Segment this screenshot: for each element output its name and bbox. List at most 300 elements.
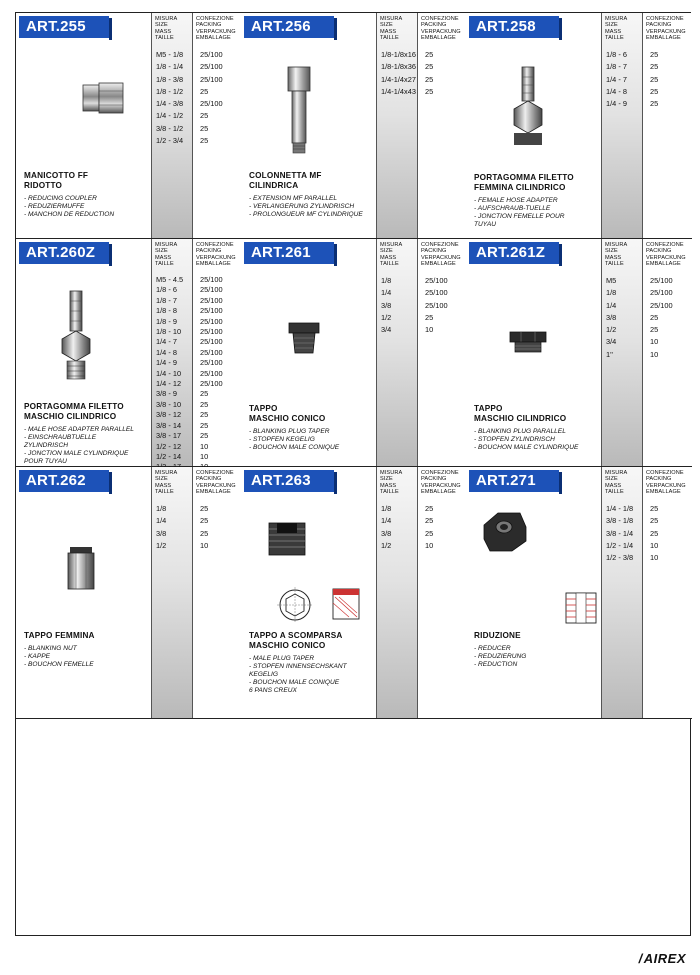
packing-column (193, 239, 241, 466)
packing-value: 25/100 (425, 288, 448, 298)
size-value: 1/8 - 3/8 (156, 74, 184, 84)
size-header-line: SIZE (380, 476, 393, 483)
size-header-line: MASS (380, 28, 397, 35)
product-cell-art-258 (466, 13, 692, 238)
product-cell-art-261z (466, 239, 692, 466)
product-title (474, 631, 604, 641)
size-header-line: SIZE (155, 476, 168, 483)
size-value: 1/4 - 7 (606, 74, 627, 84)
translation-line: - VERLANGERUNG ZYLINDRISCH (249, 203, 355, 210)
packing-header-line: CONFEZIONE (421, 242, 459, 248)
size-header-line: MASS (605, 482, 622, 489)
product-title (474, 404, 604, 424)
size-value: 3/8 (606, 312, 617, 322)
translation-line: - MALE PLUG TAPER (249, 655, 315, 662)
packing-value: 25/100 (425, 300, 448, 310)
packing-value: 10 (650, 349, 659, 359)
packing-value: 10 (200, 540, 209, 550)
packing-value: 25/100 (425, 276, 448, 285)
size-values (152, 503, 192, 552)
packing-value: 25 (200, 136, 209, 146)
packing-column-header (193, 13, 241, 49)
packing-value: 25 (650, 62, 659, 72)
translation-line: ZYLINDRISCH (24, 442, 68, 449)
product-description (249, 171, 379, 219)
packing-value: 25/100 (200, 99, 223, 109)
product-info-area (466, 13, 601, 238)
translation-line: - BOUCHON MALE CONIQUE (249, 444, 340, 451)
size-value: 1/4 - 8 (156, 347, 177, 357)
size-packing-table (376, 467, 466, 718)
translation-line: - BOUCHON MALE CYLINDRIQUE (474, 444, 579, 451)
size-value: 1/2 (381, 312, 392, 322)
size-values (152, 275, 192, 473)
size-packing-table (151, 239, 241, 466)
size-value: 1/2 - 1/4 (606, 540, 634, 550)
packing-header-line: VERPACKUNG (421, 254, 461, 261)
size-value: 1/4 - 1/2 (156, 111, 184, 121)
size-values (602, 275, 642, 361)
size-column (376, 13, 418, 238)
size-value: 1/8 - 9 (156, 316, 177, 326)
size-column-header (377, 13, 417, 49)
product-image (508, 65, 548, 149)
size-column (151, 467, 193, 718)
catalog-page (15, 12, 691, 936)
size-value: 1/4 - 10 (156, 368, 182, 378)
size-header-line: SIZE (380, 248, 393, 255)
product-info-area (241, 13, 376, 238)
packing-column (418, 239, 466, 466)
product-info-area (16, 13, 151, 238)
packing-header-line: PACKING (421, 22, 447, 29)
packing-value: 25 (425, 504, 434, 513)
packing-value: 25 (650, 516, 659, 526)
translation-line: - JONCTION MALE CYLINDRIQUE (24, 450, 129, 457)
size-value: 1/4 - 3/8 (156, 99, 184, 109)
translation-list (474, 428, 604, 452)
article-code-badge: ART.255 (19, 16, 109, 38)
translation-line: KEGELIG (249, 671, 278, 678)
size-header-line: TAILLE (380, 34, 399, 41)
packing-header-line: EMBALLAGE (421, 34, 456, 41)
size-value: 3/8 (381, 300, 392, 310)
size-header-line: TAILLE (155, 34, 174, 41)
size-header-line: MISURA (155, 16, 178, 22)
packing-value: 25/100 (200, 74, 223, 84)
product-title (249, 631, 379, 651)
size-value: 1/4 - 9 (156, 358, 177, 368)
packing-column-header (643, 13, 691, 49)
size-packing-table (376, 239, 466, 466)
product-title-line: MASCHIO CILINDRICO (24, 412, 117, 421)
article-code-badge: ART.258 (469, 16, 559, 38)
packing-value: 25/100 (650, 288, 673, 298)
packing-value: 25 (425, 86, 434, 96)
size-header-line: MASS (380, 254, 397, 261)
product-info-area (241, 239, 376, 466)
product-image (508, 329, 548, 355)
size-value: 3/8 - 1/2 (156, 123, 184, 133)
article-code-badge: ART.261 (244, 242, 334, 264)
packing-column (643, 13, 691, 238)
packing-value: 25 (425, 50, 434, 59)
translation-line: - STOPFEN ZYLINDRISCH (474, 436, 555, 443)
packing-header-line: EMBALLAGE (421, 260, 456, 267)
product-image (482, 511, 602, 627)
size-header-line: MASS (605, 28, 622, 35)
translation-line: - FEMALE HOSE ADAPTER (474, 197, 558, 204)
size-value: M5 - 1/8 (156, 50, 184, 59)
packing-value: 25 (650, 86, 659, 96)
product-title-line: CILINDRICA (249, 181, 299, 190)
airex-logo: / AIREX (639, 951, 686, 966)
size-value: 1/8 (381, 276, 392, 285)
translation-line: - BLANKING PLUG TAPER (249, 428, 330, 435)
product-cell-art-263 (241, 467, 466, 718)
packing-column (418, 467, 466, 718)
product-image (287, 321, 321, 357)
packing-header-line: VERPACKUNG (646, 482, 686, 489)
translation-line: - EINSCHRAUBTUELLE (24, 434, 97, 441)
product-title-line: TAPPO FEMMINA (24, 631, 95, 640)
size-column (376, 239, 418, 466)
packing-value: 25 (425, 62, 434, 72)
size-header-line: MISURA (605, 242, 628, 248)
translation-line: - REDUZIERUNG (474, 653, 527, 660)
size-header-line: MASS (155, 28, 172, 35)
size-header-line: SIZE (605, 22, 618, 29)
packing-value: 25/100 (200, 62, 223, 72)
translation-list (249, 428, 379, 452)
size-values (377, 49, 417, 98)
size-header-line: MISURA (380, 16, 403, 22)
size-value: 1/2 (381, 540, 392, 550)
size-value: 3/8 - 12 (156, 410, 182, 420)
translation-list (24, 195, 154, 219)
product-description (24, 171, 154, 219)
translation-line: - REDUCING COUPLER (24, 195, 97, 202)
packing-value: 25/100 (650, 276, 673, 285)
size-value: 1/2 - 3/8 (606, 553, 634, 563)
packing-value: 25/100 (200, 285, 223, 295)
packing-header-line: CONFEZIONE (196, 16, 234, 22)
size-value: 1/8 - 7 (606, 62, 627, 72)
size-packing-table (151, 13, 241, 238)
translation-line: 6 PANS CREUX (249, 687, 297, 694)
size-value: 3/8 (156, 528, 167, 538)
packing-value: 25/100 (200, 275, 223, 284)
size-values (602, 49, 642, 110)
size-header-line: TAILLE (605, 34, 624, 41)
packing-header-line: PACKING (646, 476, 672, 483)
packing-value: 25 (425, 74, 434, 84)
packing-header-line: PACKING (646, 248, 672, 255)
product-description (24, 402, 154, 466)
size-value: 1/4 - 7 (156, 337, 177, 347)
size-value: 1/2 - 12 (156, 441, 182, 451)
product-description (24, 631, 154, 669)
packing-values (643, 275, 691, 361)
size-header-line: MASS (155, 254, 172, 261)
translation-list (249, 195, 379, 219)
size-value: 3/8 - 1/4 (606, 528, 634, 538)
translation-line: - BOUCHON FEMELLE (24, 661, 94, 668)
packing-header-line: PACKING (196, 22, 222, 29)
packing-values (643, 503, 691, 564)
product-title-line: RIDOTTO (24, 181, 63, 190)
packing-header-line: EMBALLAGE (196, 260, 231, 267)
size-value: 1/2 - 14 (156, 451, 182, 461)
product-info-area (466, 467, 601, 718)
size-header-line: SIZE (605, 476, 618, 483)
packing-header-line: EMBALLAGE (196, 34, 231, 41)
packing-header-line: CONFEZIONE (196, 242, 234, 248)
product-info-area (16, 239, 151, 466)
product-title (474, 173, 604, 193)
packing-value: 25 (650, 99, 659, 109)
product-title-line: TAPPO (474, 404, 503, 413)
product-cell-art-262 (16, 467, 241, 718)
packing-header-line: PACKING (196, 248, 222, 255)
packing-value: 10 (425, 540, 434, 550)
packing-value: 25/100 (200, 368, 223, 378)
translation-line: - AUFSCHRAUB-TUELLE (474, 205, 551, 212)
packing-values (418, 275, 466, 336)
translation-line: - EXTENSION MF PARALLEL (249, 195, 338, 202)
product-cell-art-261 (241, 239, 466, 466)
size-header-line: MASS (155, 482, 172, 489)
packing-column-header (418, 13, 466, 49)
packing-value: 25 (200, 86, 209, 96)
size-values (377, 275, 417, 336)
product-title-line: PORTAGOMMA FILETTO (24, 402, 124, 411)
packing-value: 25 (200, 504, 209, 513)
translation-line: TUYAU (474, 221, 496, 228)
packing-header-line: CONFEZIONE (196, 470, 234, 476)
size-value: 3/8 (381, 528, 392, 538)
translation-line: - REDUZIERMUFFE (24, 203, 85, 210)
packing-value: 25/100 (200, 50, 223, 59)
packing-value: 25/100 (200, 358, 223, 368)
packing-value: 25 (650, 528, 659, 538)
size-header-line: MASS (380, 482, 397, 489)
size-value: 1/8 (156, 504, 167, 513)
size-value: 1/4-1/4x27 (381, 74, 416, 84)
translation-line: - MANCHON DE REDUCTION (24, 211, 115, 218)
translation-line: - REDUCTION (474, 661, 518, 668)
translation-line: - BOUCHON MALE CONIQUE (249, 679, 340, 686)
packing-value: 25/100 (200, 316, 223, 326)
translation-list (24, 645, 154, 669)
catalog-row (16, 239, 692, 467)
translation-line: - MALE HOSE ADAPTER PARALLEL (24, 426, 134, 433)
article-code-badge: ART.260Z (19, 242, 109, 264)
size-value: 1/8-1/8x16 (381, 50, 416, 59)
packing-header-line: PACKING (421, 248, 447, 255)
packing-values (418, 503, 466, 552)
size-values (602, 503, 642, 564)
size-column (151, 13, 193, 238)
size-column (151, 239, 193, 466)
size-column-header (377, 467, 417, 503)
packing-value: 25/100 (200, 379, 223, 389)
packing-value: 25 (200, 410, 209, 420)
size-header-line: TAILLE (155, 488, 174, 495)
packing-values (643, 49, 691, 110)
packing-header-line: VERPACKUNG (421, 482, 461, 489)
packing-header-line: CONFEZIONE (646, 470, 684, 476)
catalog-row (16, 467, 692, 719)
packing-value: 10 (650, 553, 659, 563)
catalog-row (16, 13, 692, 239)
size-value: 3/8 - 1/8 (606, 516, 634, 526)
packing-header-line: PACKING (421, 476, 447, 483)
size-value: 1/8 - 7 (156, 295, 177, 305)
packing-column (193, 13, 241, 238)
size-value: 3/8 - 14 (156, 420, 182, 430)
packing-value: 25/100 (200, 306, 223, 316)
product-description (249, 404, 379, 452)
packing-value: 25/100 (200, 337, 223, 347)
article-code-badge: ART.256 (244, 16, 334, 38)
packing-column-header (643, 467, 691, 503)
packing-header-line: EMBALLAGE (421, 488, 456, 495)
product-description (249, 631, 379, 695)
packing-column-header (193, 467, 241, 503)
size-column-header (602, 467, 642, 503)
size-values (377, 503, 417, 552)
packing-header-line: VERPACKUNG (196, 254, 236, 261)
translation-list (249, 655, 379, 695)
packing-value: 10 (200, 441, 209, 451)
packing-column (193, 467, 241, 718)
product-description (474, 631, 604, 669)
size-header-line: TAILLE (380, 260, 399, 267)
size-header-line: TAILLE (380, 488, 399, 495)
size-header-line: MASS (605, 254, 622, 261)
translation-line: - KAPPE (24, 653, 51, 660)
translation-line: - BLANKING NUT (24, 645, 77, 652)
packing-header-line: CONFEZIONE (421, 470, 459, 476)
product-image (56, 289, 96, 383)
size-column (376, 467, 418, 718)
size-header-line: TAILLE (605, 260, 624, 267)
packing-value: 25 (200, 516, 209, 526)
packing-header-line: PACKING (196, 476, 222, 483)
size-header-line: MISURA (155, 470, 178, 476)
product-image (78, 73, 128, 123)
packing-value: 25 (200, 123, 209, 133)
size-header-line: MISURA (380, 242, 403, 248)
product-cell-art-255 (16, 13, 241, 238)
product-info-area (16, 467, 151, 718)
packing-value: 10 (425, 325, 434, 335)
packing-header-line: VERPACKUNG (646, 28, 686, 35)
size-value: 1/8-1/8x36 (381, 62, 416, 72)
size-value: M5 - 4.5 (156, 275, 184, 284)
size-column-header (152, 467, 192, 503)
size-column (601, 13, 643, 238)
size-value: 1/4 (381, 288, 392, 298)
translation-line: - JONCTION FEMELLE POUR (474, 213, 565, 220)
product-info-area (241, 467, 376, 718)
product-cell-art-260z (16, 239, 241, 466)
size-value: 1/8 - 6 (156, 285, 177, 295)
product-description (474, 404, 604, 452)
product-image (64, 545, 98, 591)
size-value: 3/4 (381, 325, 392, 335)
article-code-badge: ART.271 (469, 470, 559, 492)
size-column-header (602, 13, 642, 49)
packing-column-header (643, 239, 691, 275)
size-column-header (152, 13, 192, 49)
size-value: 1/8 - 1/4 (156, 62, 184, 72)
size-value: 1/4-1/4x43 (381, 86, 416, 96)
packing-value: 25 (425, 528, 434, 538)
size-packing-table (601, 239, 691, 466)
product-title (24, 402, 154, 422)
size-value: 1/4 - 8 (606, 86, 627, 96)
packing-value: 25 (650, 504, 659, 513)
product-title (24, 171, 154, 191)
packing-value: 25 (650, 50, 659, 59)
packing-header-line: EMBALLAGE (646, 488, 681, 495)
packing-header-line: CONFEZIONE (646, 16, 684, 22)
size-value: 1/8 - 1/2 (156, 86, 184, 96)
packing-value: 25 (425, 516, 434, 526)
translation-line: - BLANKING PLUG PARALLEL (474, 428, 566, 435)
packing-column-header (418, 467, 466, 503)
size-value: 1/4 - 9 (606, 99, 627, 109)
size-value: 1/8 - 8 (156, 306, 177, 316)
size-value: 1/4 - 1/8 (606, 504, 634, 513)
size-value: 1/4 (606, 300, 617, 310)
packing-value: 25 (200, 420, 209, 430)
product-info-area (466, 239, 601, 466)
size-packing-table (601, 13, 691, 238)
product-title-line: MASCHIO CILINDRICO (474, 414, 567, 423)
packing-value: 25 (200, 389, 209, 399)
translation-line: - PROLONGUEUR MF CYLINDRIQUE (249, 211, 363, 218)
size-header-line: SIZE (155, 248, 168, 255)
size-value: 3/8 - 10 (156, 399, 182, 409)
translation-line: - STOPFEN INNENSECHSKANT (249, 663, 347, 670)
size-value: 1/2 - 3/4 (156, 136, 184, 146)
product-title (249, 171, 379, 191)
packing-value: 25 (650, 74, 659, 84)
packing-value: 10 (200, 451, 209, 461)
product-title (249, 404, 379, 424)
packing-header-line: VERPACKUNG (196, 28, 236, 35)
product-title-line: RIDUZIONE (474, 631, 521, 640)
packing-header-line: EMBALLAGE (646, 34, 681, 41)
packing-value: 10 (650, 540, 659, 550)
packing-values (193, 275, 241, 473)
translation-list (474, 645, 604, 669)
translation-line: - STOPFEN KEGELIG (249, 436, 315, 443)
packing-header-line: VERPACKUNG (646, 254, 686, 261)
packing-values (193, 49, 241, 147)
size-value: 3/8 - 17 (156, 431, 182, 441)
packing-column (418, 13, 466, 238)
packing-value: 25 (650, 312, 659, 322)
size-header-line: SIZE (380, 22, 393, 29)
packing-value: 25/100 (650, 300, 673, 310)
product-title-line: TAPPO A SCOMPARSA (249, 631, 343, 640)
product-title-line: MASCHIO CONICO (249, 414, 326, 423)
product-title-line: MANICOTTO FF (24, 171, 89, 180)
